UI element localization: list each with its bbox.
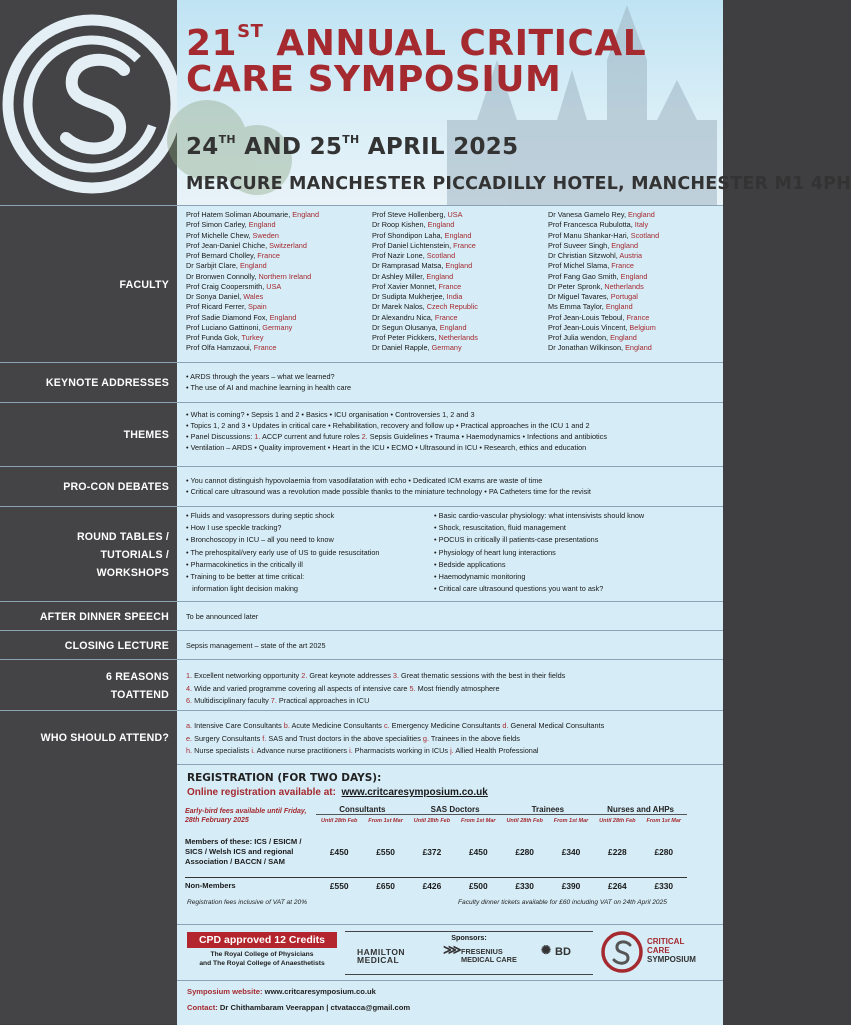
faculty-country: England xyxy=(427,220,455,230)
faculty-name: Prof Sadie Diamond Fox, xyxy=(186,312,270,322)
event-dates: 24TH AND 25TH APRIL 2025 xyxy=(186,133,519,160)
faculty-country: USA xyxy=(266,281,282,291)
reasons-section xyxy=(0,659,723,711)
registration-heading: REGISTRATION (FOR TWO DAYS): xyxy=(187,772,382,784)
faculty-name: Prof Francesca Rubulotta, xyxy=(548,220,635,230)
faculty-country: Scotland xyxy=(630,230,660,240)
contact-line: Contact: Dr Chithambaram Veerappan | ctvatacca@gmail.com xyxy=(187,1003,411,1012)
faculty-name: Prof Jean-Daniel Chiche, xyxy=(186,240,270,250)
after-dinner-section xyxy=(0,601,723,631)
fee-group: Consultants xyxy=(316,805,409,815)
reason-number: 4. xyxy=(186,683,195,693)
reason-text: Excellent networking opportunity xyxy=(194,671,302,680)
procon-section xyxy=(0,466,723,507)
fee-period: Until 28th Feb xyxy=(321,818,358,824)
who-letter: i. xyxy=(349,746,355,755)
faculty-name: Dr Daniel Rapple, xyxy=(372,343,432,353)
faculty-country: England xyxy=(248,220,276,230)
who-letter: g. xyxy=(422,733,431,743)
themes-list xyxy=(186,403,713,467)
faculty-member xyxy=(186,210,319,220)
who-line xyxy=(186,720,604,733)
event-title-line2: CARE SYMPOSIUM xyxy=(186,59,562,100)
nonmember-fee: £650 xyxy=(362,877,408,895)
early-bird-note: Early-bird fees available until Friday, 28th February 2025 xyxy=(185,808,307,824)
faculty-name: Prof Simon Carley, xyxy=(186,220,249,230)
faculty-country: Germany xyxy=(431,343,462,353)
faculty-member xyxy=(372,333,478,343)
dinner-note: Faculty dinner tickets available for £60 including VAT on 24th April 2025 xyxy=(458,899,667,906)
faculty-member xyxy=(186,292,319,302)
faculty-country: France xyxy=(453,240,476,250)
who-letter: j. xyxy=(450,746,456,755)
faculty-name: Dr Jonathan Wilkinson, xyxy=(548,343,626,353)
reason-text: Great keynote addresses xyxy=(309,671,393,680)
logo-line: SYMPOSIUM xyxy=(647,955,696,964)
who-letter: d. xyxy=(502,721,511,730)
roundtable-item: • Fluids and vasopressors during septic shock xyxy=(186,511,335,520)
faculty-name: Prof Luciano Gattinoni, xyxy=(186,322,263,332)
roundtable-item: • POCUS in critically ill patients-case presentations xyxy=(434,535,599,545)
fee-group: Trainees xyxy=(501,805,594,815)
faculty-country: England xyxy=(620,271,648,281)
faculty-name: Dr Ramprasad Matsa, xyxy=(372,261,446,271)
faculty-name: Prof Steve Hollenberg, xyxy=(372,210,448,219)
keynote-list xyxy=(186,363,713,403)
faculty-name: Dr Vanesa Gamelo Rey, xyxy=(548,210,629,219)
who-text: Trainees in the above fields xyxy=(430,733,520,743)
reason-text: Great thematic sessions with the best in their fields xyxy=(401,671,566,680)
who-line xyxy=(186,745,604,758)
faculty-name: Dr Marek Nalos, xyxy=(372,302,427,312)
faculty-member xyxy=(548,292,659,302)
nonmembers-label: Non-Members xyxy=(185,877,316,895)
faculty-country: Wales xyxy=(243,292,264,301)
faculty-member xyxy=(186,282,319,292)
faculty-name: Prof Olfa Hamzaoui, xyxy=(186,343,254,353)
faculty-member xyxy=(372,282,478,292)
faculty-country: France xyxy=(611,261,634,271)
reasons-line xyxy=(186,670,565,683)
faculty-member xyxy=(548,282,659,292)
reason-number: 3. xyxy=(392,671,402,680)
faculty-member xyxy=(372,251,478,261)
who-text: Advance nurse practitioners xyxy=(256,746,350,755)
faculty-member xyxy=(186,261,319,271)
who-text: Pharmacists working in ICUs xyxy=(354,746,451,755)
faculty-country: England xyxy=(426,271,454,281)
procon-item: • You cannot distinguish hypovolaemia from vasodilatation with echo • Dedicated ICM exams are waste of time xyxy=(186,476,543,485)
fee-period: Until 28th Feb xyxy=(413,818,451,824)
bd-icon: ✺ xyxy=(541,943,552,957)
faculty-member xyxy=(548,333,659,343)
faculty-country: USA xyxy=(447,210,463,219)
faculty-country: India xyxy=(446,292,463,301)
roundtable-item: information light decision making xyxy=(186,584,298,594)
registration-section xyxy=(177,764,723,925)
faculty-country: France xyxy=(257,251,280,260)
themes-line: • Panel Discussions: 1. ACCP current and future roles 2. Sepsis Guidelines • Trauma • Haemodynamics • Infections and antibiotics xyxy=(186,432,607,441)
themes-line: • Ventilation – ARDS • Quality improvement • Heart in the ICU • ECMO • Ultrasound in ICU • Research, ethics and education xyxy=(186,443,587,452)
nonmember-fee: £390 xyxy=(548,877,594,895)
faculty-country: England xyxy=(269,312,297,322)
cs-logo xyxy=(0,0,177,230)
faculty-name: Dr Bronwen Connolly, xyxy=(186,271,259,281)
fee-period: From 1st Mar xyxy=(461,818,496,824)
faculty-name: Prof Craig Coopersmith, xyxy=(186,281,267,291)
faculty-member xyxy=(548,313,659,323)
faculty-country: Netherlands xyxy=(438,333,478,342)
faculty-member xyxy=(372,313,478,323)
nonmember-fee: £550 xyxy=(316,877,362,895)
themes-section xyxy=(0,402,723,467)
after-dinner-label: AFTER DINNER SPEECH xyxy=(39,610,169,623)
contact-section xyxy=(177,980,723,1025)
faculty-member xyxy=(372,343,478,353)
faculty-member xyxy=(186,272,319,282)
faculty-member xyxy=(372,292,478,302)
online-registration: Online registration available at: www.critcaresymposium.co.uk xyxy=(187,787,488,798)
roundtable-item: • Basic cardio-vascular physiology: what intensivists should know xyxy=(434,511,645,520)
faculty-country: England xyxy=(605,302,633,312)
faculty-country: France xyxy=(434,312,458,322)
faculty-list xyxy=(186,206,713,363)
reason-text: Multidisciplinary faculty xyxy=(194,696,271,705)
faculty-member xyxy=(548,302,659,312)
keynote-section xyxy=(0,362,723,403)
faculty-country: Sweden xyxy=(252,230,279,240)
faculty-name: Dr Peter Spronk, xyxy=(548,281,605,291)
logo-line: CRITICAL xyxy=(647,937,685,946)
faculty-name: Prof Julia wendon, xyxy=(548,333,611,342)
faculty-name: Prof Funda Gok, xyxy=(186,333,242,342)
reasons-list xyxy=(186,660,713,711)
faculty-name: Dr Ashley Miller, xyxy=(372,271,427,281)
who-text: Acute Medicine Consultants xyxy=(291,721,384,730)
member-fee: £450 xyxy=(329,846,349,857)
reason-text: Practical approaches in ICU xyxy=(278,696,370,705)
faculty-member xyxy=(372,241,478,251)
roundtable-item: • The prehospital/very early use of US to guide resuscitation xyxy=(186,547,380,557)
reason-number: 6. xyxy=(186,696,195,705)
faculty-name: Prof Michelle Chew, xyxy=(186,230,253,240)
faculty-member xyxy=(186,343,319,353)
royal-colleges: The Royal College of Physicians and The Royal College of Anaesthetists xyxy=(199,951,325,967)
hero-banner xyxy=(177,0,851,205)
who-letter: i. xyxy=(251,746,257,755)
keynote-item: • The use of AI and machine learning in health care xyxy=(186,383,352,392)
registration-link[interactable]: www.critcaresymposium.co.uk xyxy=(341,787,488,798)
faculty-name: Prof Michel Slama, xyxy=(548,261,612,271)
faculty-country: Spain xyxy=(248,302,267,312)
roundtable-item: • Bedside applications xyxy=(434,559,506,569)
themes-line: • Topics 1, 2 and 3 • Updates in critical care • Rehabilitation, recovery and follow up • Practical approaches in the ICU 1 and 2 xyxy=(186,421,590,430)
faculty-member xyxy=(372,210,478,220)
faculty-name: Prof Nazir Lone, xyxy=(372,251,427,260)
faculty-member xyxy=(548,251,659,261)
faculty-name: Dr Alexandru Nica, xyxy=(372,312,435,322)
faculty-name: Prof Jean-Louis Vincent, xyxy=(548,322,630,332)
roundtables-label: ROUND TABLES / TUTORIALS / WORKSHOPS xyxy=(76,530,169,579)
member-fee: £450 xyxy=(468,846,488,857)
logo-line: CARE xyxy=(647,946,670,955)
faculty-member xyxy=(186,241,319,251)
faculty-country: England xyxy=(610,333,637,342)
keynote-item: • ARDS through the years – what we learned? xyxy=(186,372,335,381)
event-title-line1: 21ST ANNUAL CRITICAL xyxy=(186,21,647,64)
faculty-name: Prof Fang Gao Smith, xyxy=(548,271,621,281)
faculty-name: Dr Miguel Tavares, xyxy=(548,292,611,301)
cpd-badge: CPD approved 12 Credits xyxy=(187,932,337,948)
closing-label: CLOSING LECTURE xyxy=(64,639,169,652)
faculty-name: Prof Jean-Louis Teboul, xyxy=(548,312,627,322)
website-link[interactable]: www.critcaresymposium.co.uk xyxy=(264,987,376,996)
cs-small-logo-icon xyxy=(599,929,645,975)
roundtables-list xyxy=(186,507,713,602)
who-section xyxy=(0,710,723,765)
fee-group: Nurses and AHPs xyxy=(594,805,687,815)
faculty-country: Italy xyxy=(634,220,649,230)
footer-section xyxy=(177,924,723,981)
fee-period: Until 28th Feb xyxy=(506,818,543,824)
closing-text: Sepsis management – state of the art 2025 xyxy=(186,641,326,650)
faculty-member xyxy=(548,210,659,220)
after-dinner-text: To be announced later xyxy=(186,612,259,621)
reason-number: 5. xyxy=(409,683,418,693)
who-text: Surgery Consultants xyxy=(194,733,263,743)
members-label: Members of these: ICS / ESICM / SICS / Welsh ICS and regional Association / BACCN / SAM xyxy=(185,836,302,866)
who-line xyxy=(186,733,604,746)
who-text: Allied Health Professional xyxy=(455,746,539,755)
faculty-country: England xyxy=(445,261,473,271)
faculty-member xyxy=(186,313,319,323)
reason-number: 7. xyxy=(270,696,279,705)
faculty-country: Germany xyxy=(262,322,293,332)
keynote-label: KEYNOTE ADDRESSES xyxy=(45,377,169,389)
who-list xyxy=(186,711,713,765)
who-letter: c. xyxy=(383,721,392,730)
member-fee: £280 xyxy=(654,846,674,857)
faculty-member xyxy=(548,272,659,282)
faculty-column xyxy=(186,210,319,354)
faculty-name: Dr Sarbjit Clare, xyxy=(186,261,240,271)
event-venue: MERCURE MANCHESTER PICCADILLY HOTEL, MANCHESTER M1 4PH xyxy=(186,174,851,194)
reason-number: 2. xyxy=(301,671,310,680)
member-fee: £340 xyxy=(561,846,581,857)
faculty-name: Dr Sudipta Mukherjee, xyxy=(372,292,447,301)
fee-period: Until 28th Feb xyxy=(599,818,636,824)
roundtable-item: • Bronchoscopy in ICU – all you need to know xyxy=(186,535,334,545)
faculty-column xyxy=(372,210,478,354)
themes-line: • What is coming? • Sepsis 1 and 2 • Basics • ICU organisation • Controversies 1, 2 and 3 xyxy=(186,410,475,419)
faculty-name: Prof Shondipon Laha, xyxy=(372,230,445,240)
faculty-name: Prof Suveer Singh, xyxy=(548,240,612,250)
nonmember-fee: £500 xyxy=(455,877,501,895)
sponsors-label: Sponsors: xyxy=(447,933,491,942)
faculty-name: Dr Christian Sitzwohl, xyxy=(548,251,620,260)
faculty-member xyxy=(186,251,319,261)
who-letter: e. xyxy=(186,733,195,743)
member-fee: £280 xyxy=(515,846,534,857)
faculty-name: Prof Manu Shankar-Hari, xyxy=(548,230,631,240)
faculty-member xyxy=(186,231,319,241)
fees-table xyxy=(185,805,687,895)
roundtable-item: • Haemodynamic monitoring xyxy=(434,572,526,582)
faculty-label: FACULTY xyxy=(119,278,169,291)
who-label: WHO SHOULD ATTEND? xyxy=(40,732,169,744)
who-text: General Medical Consultants xyxy=(510,721,605,730)
faculty-country: England xyxy=(239,261,267,271)
reasons-label: 6 REASONS TOATTEND xyxy=(105,670,169,701)
who-letter: f. xyxy=(262,733,269,743)
faculty-country: Netherlands xyxy=(604,281,644,291)
faculty-country: Scotland xyxy=(426,251,456,260)
procon-label: PRO-CON DEBATES xyxy=(63,481,169,493)
roundtable-item: • Critical care ultrasound questions you want to ask? xyxy=(434,584,604,594)
nonmember-fee: £330 xyxy=(501,877,547,895)
faculty-member xyxy=(548,241,659,251)
faculty-member xyxy=(548,231,659,241)
fresenius-logo: FRESENIUS MEDICAL CARE xyxy=(461,947,517,964)
reasons-line xyxy=(186,683,565,696)
roundtable-item: • Pharmacokinetics in the critically ill xyxy=(186,559,303,569)
faculty-member xyxy=(372,261,478,271)
who-text: SAS and Trust doctors in the above specialities xyxy=(268,733,423,743)
reasons-line xyxy=(186,695,565,708)
fee-period: From 1st Mar xyxy=(646,818,682,824)
faculty-name: Prof Ricard Ferrer, xyxy=(186,302,249,312)
faculty-member xyxy=(372,323,478,333)
faculty-country: France xyxy=(626,312,650,322)
faculty-member xyxy=(186,302,319,312)
faculty-name: Prof Xavier Monnet, xyxy=(372,281,439,291)
fresenius-icon: ⋙ xyxy=(443,942,462,957)
faculty-name: Dr Roop Kishen, xyxy=(372,220,428,230)
who-text: Intensive Care Consultants xyxy=(194,721,284,730)
member-fee: £372 xyxy=(422,846,442,857)
critical-care-symposium-logo xyxy=(597,927,717,977)
faculty-country: England xyxy=(625,343,652,353)
faculty-member xyxy=(548,261,659,271)
faculty-country: England xyxy=(628,210,655,219)
faculty-country: Turkey xyxy=(241,333,264,342)
bd-logo: BD xyxy=(555,946,571,958)
nonmember-fee: £264 xyxy=(594,877,640,895)
faculty-country: Czech Republic xyxy=(426,302,478,312)
hamilton-logo: HAMILTON MEDICAL xyxy=(357,947,406,965)
faculty-section xyxy=(0,205,723,363)
faculty-member xyxy=(548,323,659,333)
faculty-member xyxy=(186,220,319,230)
faculty-name: Prof Hatem Soliman Aboumarie, xyxy=(186,210,293,219)
nonmember-fee: £426 xyxy=(409,877,455,895)
faculty-name: Prof Daniel Lichtenstein, xyxy=(372,240,454,250)
reason-text: Wide and varied programme covering all aspects of intensive care xyxy=(194,683,410,693)
member-fee: £228 xyxy=(608,846,627,857)
who-text: Nurse specialists xyxy=(194,746,252,755)
vat-note: Registration fees inclusive of VAT at 20% xyxy=(187,899,308,906)
faculty-country: England xyxy=(444,230,472,240)
who-letter: a. xyxy=(186,721,195,730)
reason-number: 1. xyxy=(186,671,195,680)
faculty-member xyxy=(186,323,319,333)
faculty-column xyxy=(548,210,659,354)
faculty-member xyxy=(548,343,659,353)
nonmember-fee: £330 xyxy=(641,877,687,895)
faculty-member xyxy=(372,272,478,282)
who-letter: h. xyxy=(186,746,195,755)
faculty-country: England xyxy=(292,210,320,219)
faculty-member xyxy=(372,302,478,312)
faculty-name: Prof Peter Pickkers, xyxy=(372,333,439,342)
faculty-country: Northern Ireland xyxy=(258,271,312,281)
procon-item: • Critical care ultrasound was a revolution made possible thanks to the miniature technology • PA Catheters time for the revisit xyxy=(186,487,591,496)
roundtable-item: • How I use speckle tracking? xyxy=(186,523,282,533)
faculty-member xyxy=(548,220,659,230)
roundtable-item: • Shock, resuscitation, fluid management xyxy=(434,523,566,533)
who-text: Emergency Medicine Consultants xyxy=(391,721,503,730)
faculty-name: Dr Segun Olusanya, xyxy=(372,322,440,332)
roundtable-item: • Physiology of heart lung interactions xyxy=(434,547,556,557)
faculty-country: France xyxy=(253,343,277,353)
faculty-country: England xyxy=(611,240,639,250)
faculty-country: Belgium xyxy=(629,322,656,332)
faculty-country: Switzerland xyxy=(269,240,307,250)
faculty-country: England xyxy=(439,322,467,332)
faculty-country: France xyxy=(438,281,462,291)
website-line: Symposium website: www.critcaresymposium.co.uk xyxy=(187,987,376,996)
faculty-name: Prof Bernard Cholley, xyxy=(186,251,258,260)
fee-group: SAS Doctors xyxy=(409,805,502,815)
sponsors-box xyxy=(345,931,593,975)
fee-period: From 1st Mar xyxy=(553,818,589,824)
fee-period: From 1st Mar xyxy=(368,818,403,824)
faculty-country: Austria xyxy=(619,251,643,260)
faculty-member xyxy=(372,220,478,230)
faculty-member xyxy=(186,333,319,343)
faculty-name: Ms Emma Taylor, xyxy=(548,302,606,312)
who-letter: b. xyxy=(283,721,292,730)
roundtables-section xyxy=(0,506,723,602)
faculty-country: Portugal xyxy=(610,292,638,301)
procon-list xyxy=(186,467,713,507)
roundtable-item: • Training to be better at time critical: xyxy=(186,572,305,582)
reason-text: Most friendly atmosphere xyxy=(417,683,500,693)
member-fee: £550 xyxy=(376,846,395,857)
closing-section xyxy=(0,630,723,660)
faculty-member xyxy=(372,231,478,241)
themes-label: THEMES xyxy=(123,429,169,441)
faculty-name: Dr Sonya Daniel, xyxy=(186,292,244,301)
